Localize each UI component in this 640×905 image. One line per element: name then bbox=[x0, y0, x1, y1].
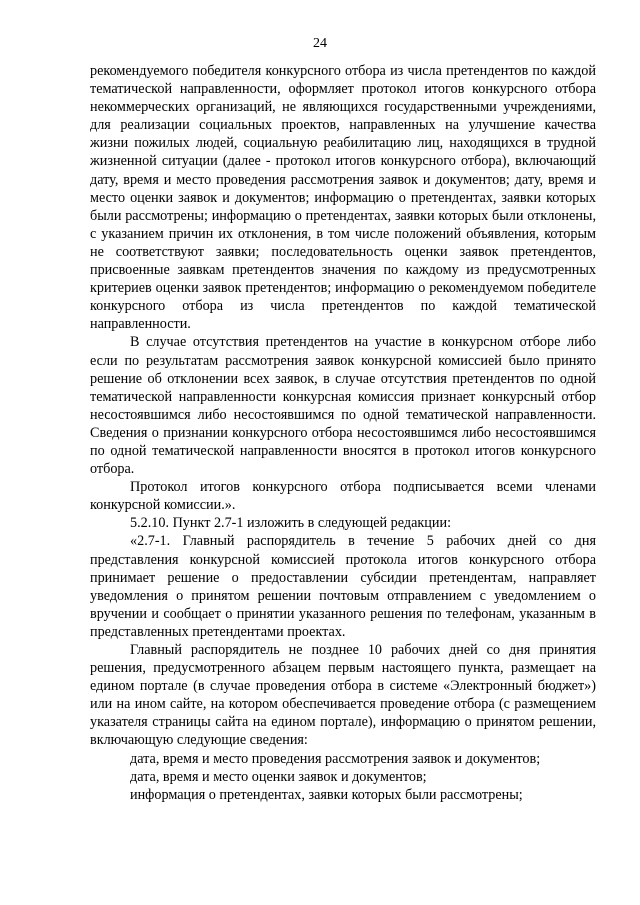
paragraph-publication: Главный распорядитель не позднее 10 рабочих дней со дня принятия решения, предусмотренного абзацем первым настоящего пункта, размещает на едином портале (в случае проведения отбора в системе «Электронный бюджет») или на ином сайте, на котором обеспечивается проведение отбора (с размещением указателя страницы сайта на едином портале), информацию о принятом решении, включающую следующие сведения: bbox=[90, 642, 596, 749]
paragraph-protocol-signature: Протокол итогов конкурсного отбора подписывается всеми членами конкурсной комиссии.». bbox=[90, 479, 596, 514]
paragraph-clause-2-7-1: «2.7-1. Главный распорядитель в течение 5 рабочих дней со дня представления конкурсной комиссией протокола итогов конкурсного отбора принимает решение о предоставлении субсидии претендентам, направляет уведомления о принятом решении почтовым отправлением с уведомлением о вручении и сообщает о принятии указанного решения по телефонам, указанным в представленных претендентами проектах. bbox=[90, 533, 596, 640]
list-item: дата, время и место оценки заявок и документов; bbox=[130, 768, 427, 785]
paragraph-no-applicants: В случае отсутствия претендентов на участие в конкурсном отборе либо если по результатам рассмотрения заявок конкурсной комиссией было принято решение об отклонении всех заявок, в случае отсутствия претендентов по одной тематической направленности конкурсная комиссия признает конкурсный отбор несостоявшимся либо несостоявшимся по одной тематической направленности. Сведения о признании конкурсного отбора несостоявшимся либо несостоявшимся по одной тематической направленности вносятся в протокол итогов конкурсного отбора. bbox=[90, 334, 596, 478]
paragraph-protocol-contents: рекомендуемого победителя конкурсного отбора из числа претендентов по каждой тематической направленности, оформляет протокол итогов конкурсного отбора некоммерческих организаций, не являющихся государственными учреждениями, для реализации социальных проектов, направленных на улучшение качества жизни пожилых людей, социальную реабилитацию лиц, находящихся в трудной жизненной ситуации (далее - протокол итогов конкурсного отбора), включающий дату, время и место проведения рассмотрения заявок и документов; дату, время и место оценки заявок и документов; информацию о претендентах, заявки которых были рассмотрены; информацию о претендентах, заявки которых были отклонены, с указанием причин их отклонения, в том числе положений объявления, которым не соответствуют заявки; последовательность оценки заявок претендентов, присвоенные заявкам претендентов значения по каждому из предусмотренных критериев оценки заявок претендентов; информацию о рекомендуемом победителе конкурсного отбора из числа претендентов по каждой тематической направленности. bbox=[90, 63, 596, 333]
page-number: 24 bbox=[313, 36, 327, 51]
list-item: дата, время и место проведения рассмотрения заявок и документов; bbox=[130, 750, 541, 767]
document-body bbox=[90, 62, 596, 804]
paragraph-clause-heading: 5.2.10. Пункт 2.7-1 изложить в следующей редакции: bbox=[130, 515, 452, 532]
list-item: информация о претендентах, заявки которых были рассмотрены; bbox=[130, 786, 523, 803]
